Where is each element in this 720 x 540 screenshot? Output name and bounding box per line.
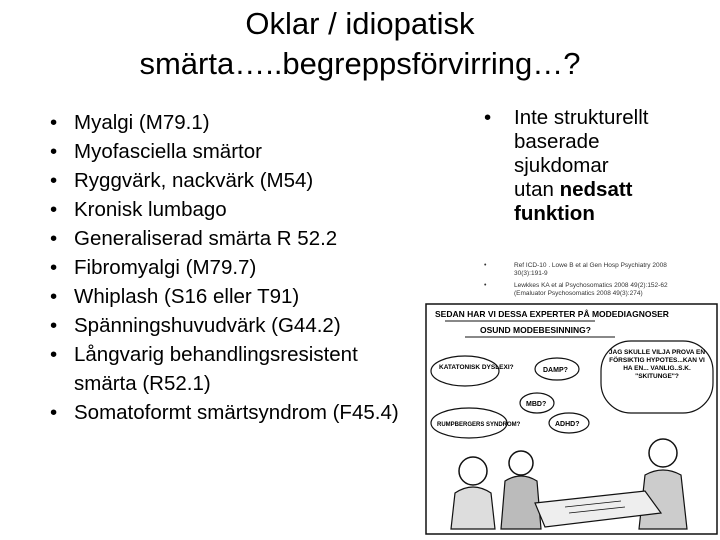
cartoon-caption: SEDAN HAR VI DESSA EXPERTER PÅ MODEDIAGNOSER <box>435 309 669 319</box>
list-item: • Långvarig behandlingsresistent smärta (R52.1) <box>50 340 420 398</box>
right-bullet-list <box>484 106 654 226</box>
reference-item: • Lewkkes KA et al Psychosomatics 2008 49(2):152-62 (Emaluator Psychosomatics 2008 49(3):274) <box>484 282 684 298</box>
bubble-damp: DAMP? <box>543 367 568 374</box>
diagnosis-list <box>50 108 420 427</box>
right-bullet-text: Inte strukturellt baserade sjukdomar utan <box>514 106 649 201</box>
list-item: • Ryggvärk, nackvärk (M54) <box>50 166 420 195</box>
bubble-hypotes: JAG SKULLE VILJA PROVA EN FÖRSIKTIG HYPOTES...KAN VI HA EN... VANLIG..S.K. "SKITUNGE"? <box>608 349 706 380</box>
list-item: • Kronisk lumbago <box>50 195 420 224</box>
reference-list <box>484 262 684 302</box>
right-bullet-bold: nedsatt funktion <box>514 178 633 225</box>
right-bullet <box>484 106 654 226</box>
cartoon-caption-2: OSUND MODEBESINNING? <box>480 325 591 335</box>
bubble-rumpbergers: RUMPBERGERS SYNDROM? <box>437 422 521 428</box>
bubble-katatonisk: KATATONISK DYSLEXI? <box>439 364 514 371</box>
list-item: • Somatoformt smärtsyndrom (F45.4) <box>50 398 420 427</box>
list-item: • Whiplash (S16 eller T91) <box>50 282 420 311</box>
reference-item: • Ref ICD-10 . Lowe B et al Gen Hosp Psychiatry 2008 30(3):191-9 <box>484 262 684 278</box>
slide-title: Oklar / idiopatisk smärta…..begreppsförvirring…? <box>139 6 581 81</box>
cartoon-image <box>425 303 718 535</box>
list-item: • Fibromyalgi (M79.7) <box>50 253 420 282</box>
list-item: • Myofasciella smärtor <box>50 137 420 166</box>
bubble-adhd: ADHD? <box>555 421 580 428</box>
bubble-mbd: MBD? <box>526 401 547 408</box>
list-item: • Spänningshuvudvärk (G44.2) <box>50 311 420 340</box>
list-item: • Myalgi (M79.1) <box>50 108 420 137</box>
list-item: • Generaliserad smärta R 52.2 <box>50 224 420 253</box>
